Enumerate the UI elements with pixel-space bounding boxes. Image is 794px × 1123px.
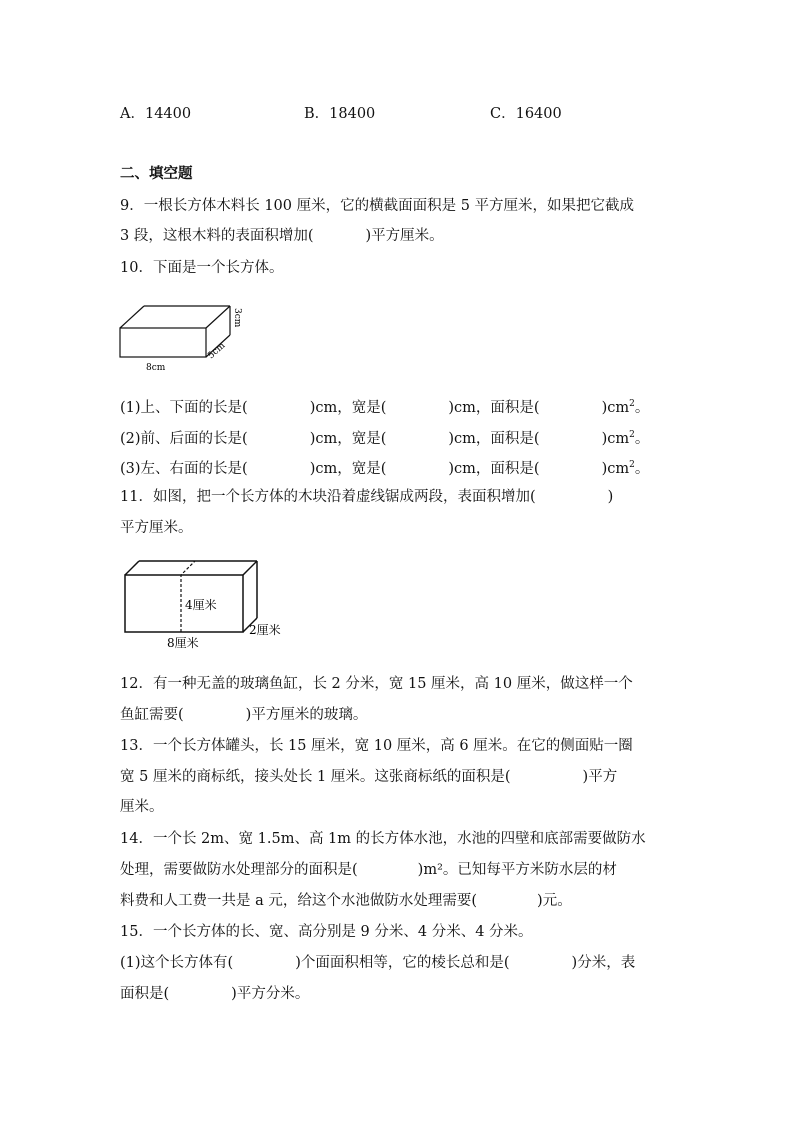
q10-row3-sup: 2 [629,460,635,470]
q14-line2 [120,860,617,880]
fig10-length-label: 8cm [146,363,166,373]
q15-line2 [120,984,309,1004]
option-b: B．18400 [304,106,376,122]
q15-stem: 15．一个长方体的长、宽、高分别是 9 分米、4 分米、4 分米。 [120,924,533,940]
q13-line1: 13．一个长方体罐头，长 15 厘米，宽 10 厘米，高 6 厘米。在它的侧面贴一圈 [120,738,633,754]
fig10-width-label: 5cm [206,340,228,362]
q12-text-b: )平方厘米的玻璃。 [245,707,368,723]
q9-line1: 9．一根长方体木料长 100 厘米，它的横截面面积是 5 平方厘米，如果把它截成 [120,198,635,214]
q12-text-a: 鱼缸需要( [120,707,184,723]
fig11-length-label: 8厘米 [167,636,199,650]
q9-text-a: 3 段，这根木料的表面积增加( [120,228,314,244]
q14-text-b: )m²。已知每平方米防水层的材 [417,862,617,878]
q10-row1-mid2: )cm，面积是( [448,400,540,416]
q9-line2 [120,226,444,246]
q10-row2-prefix: (2)前、后面的长是( [120,431,248,447]
option-a: A．14400 [120,106,192,122]
q11-line2: 平方厘米。 [120,520,193,536]
q10-row1-end: )cm [601,400,630,416]
fig10-height-label: 3cm [232,308,242,328]
q10-row1-mid1: )cm，宽是( [309,400,387,416]
fig11-width-label: 2厘米 [249,623,281,637]
q13-line2 [120,767,617,787]
q10-row1-dot: 。 [634,400,650,416]
q12-line1: 12．有一种无盖的玻璃鱼缸，长 2 分米，宽 15 厘米，高 10 厘米，做这样一个 [120,676,633,692]
q11-line1 [120,487,613,507]
q10-row3-dot: 。 [634,461,650,477]
q10-row-1 [120,394,649,418]
q10-row2-dot: 。 [634,431,650,447]
option-c: C．16400 [490,106,562,122]
q15-text-d: 面积是( [120,986,170,1002]
q10-stem: 10．下面是一个长方体。 [120,260,284,276]
q10-row2-mid1: )cm，宽是( [309,431,387,447]
q13-text-a: 宽 5 厘米的商标纸，接头处长 1 厘米。这张商标纸的面积是( [120,769,511,785]
q10-row2-sup: 2 [629,430,635,440]
fig11-height-label: 4厘米 [185,598,217,612]
q15-text-a: (1)这个长方体有( [120,955,234,971]
q14-line1: 14．一个长 2m、宽 1.5m、高 1m 的长方体水池，水池的四壁和底部需要做防水 [120,831,646,847]
q10-row3-prefix: (3)左、右面的长是( [120,461,248,477]
q10-row3-end: )cm [601,461,630,477]
q10-row1-sup: 2 [629,399,635,409]
q10-row-3 [120,455,649,479]
q10-row2-mid2: )cm，面积是( [448,431,540,447]
cuboid-figure-11 [115,556,295,656]
q10-row3-mid1: )cm，宽是( [309,461,387,477]
q12-line2 [120,705,367,725]
q15-text-b: )个面面积相等，它的棱长总和是( [295,955,510,971]
q11-text-b: ) [607,489,614,505]
q13-text-b: )平方 [582,769,618,785]
q14-line3 [120,891,572,911]
q10-row3-mid2: )cm，面积是( [448,461,540,477]
q9-text-b: )平方厘米。 [365,228,444,244]
q15-text-c: )分米，表 [571,955,636,971]
q10-row1-prefix: (1)上、下面的长是( [120,400,248,416]
q10-row2-end: )cm [601,431,630,447]
q13-line3: 厘米。 [120,799,164,815]
q14-text-d: )元。 [537,893,572,909]
q10-row-2 [120,425,649,449]
section-title: 二、填空题 [120,166,193,182]
cuboid-figure-10 [110,298,250,374]
q15-line1 [120,953,635,973]
q15-text-e: )平方分米。 [231,986,310,1002]
q14-text-c: 料费和人工费一共是 a 元，给这个水池做防水处理需要( [120,893,478,909]
q11-text-a: 11．如图，把一个长方体的木块沿着虚线锯成两段，表面积增加( [120,489,536,505]
q14-text-a: 处理，需要做防水处理部分的面积是( [120,862,358,878]
